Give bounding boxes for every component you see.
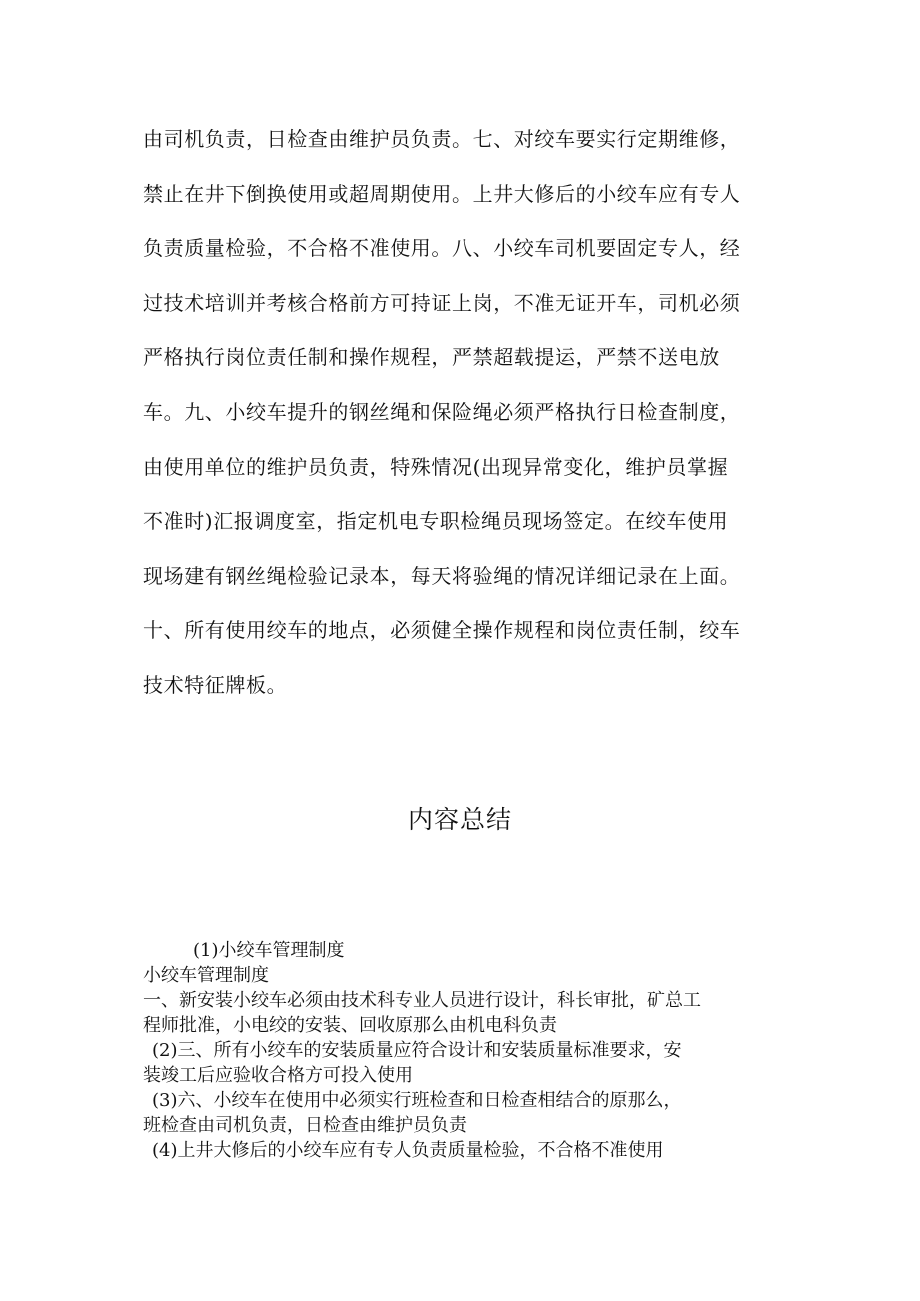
body-line: 严格执行岗位责任制和操作规程，严禁超载提运，严禁不送电放 bbox=[143, 345, 720, 370]
summary-line: 一、新安装小绞车必须由技术科专业人员进行设计，科长审批，矿总工 bbox=[143, 990, 701, 1011]
summary-subtitle: 小绞车管理制度 bbox=[143, 965, 269, 986]
summary-line: 班检查由司机负责，日检查由维护员负责 bbox=[143, 1115, 467, 1136]
body-line: 车。九、小绞车提升的钢丝绳和保险绳必须严格执行日检查制度， bbox=[143, 399, 741, 424]
summary-item-heading: (3)六、小绞车在使用中必须实行班检查和日检查相结合的原那么， bbox=[152, 1090, 682, 1111]
summary-item-heading: (1)小绞车管理制度 bbox=[193, 940, 345, 961]
body-line: 技术特征牌板。 bbox=[143, 672, 288, 697]
summary-line: 装竣工后应验收合格方可投入使用 bbox=[143, 1065, 413, 1086]
body-line: 禁止在井下倒换使用或超周期使用。上井大修后的小绞车应有专人 bbox=[143, 181, 741, 206]
summary-block bbox=[143, 938, 783, 1163]
summary-item-heading: (2)三、所有小绞车的安装质量应符合设计和安装质量标准要求，安 bbox=[152, 1040, 682, 1061]
summary-item-heading: (4)上井大修后的小绞车应有专人负责质量检验，不合格不准使用 bbox=[152, 1140, 664, 1161]
summary-line: 程师批准，小电绞的安装、回收原那么由机电科负责 bbox=[143, 1015, 557, 1036]
body-line: 负责质量检验，不合格不准使用。八、小绞车司机要固定专人，经 bbox=[143, 236, 741, 261]
body-line: 过技术培训并考核合格前方可持证上岗，不准无证开车，司机必须 bbox=[143, 290, 741, 315]
body-line: 由使用单位的维护员负责，特殊情况(出现异常变化，维护员掌握 bbox=[143, 454, 729, 479]
summary-title: 内容总结 bbox=[407, 805, 512, 834]
body-line: 由司机负责，日检查由维护员负责。七、对绞车要实行定期维修， bbox=[143, 127, 741, 151]
body-text bbox=[143, 118, 778, 719]
body-line: 不准时)汇报调度室，指定机电专职检绳员现场签定。在绞车使用 bbox=[143, 509, 729, 534]
body-line: 十、所有使用绞车的地点，必须健全操作规程和岗位责任制，绞车 bbox=[143, 618, 741, 643]
body-line: 现场建有钢丝绳检验记录本，每天将验绳的情况详细记录在上面。 bbox=[143, 563, 741, 588]
